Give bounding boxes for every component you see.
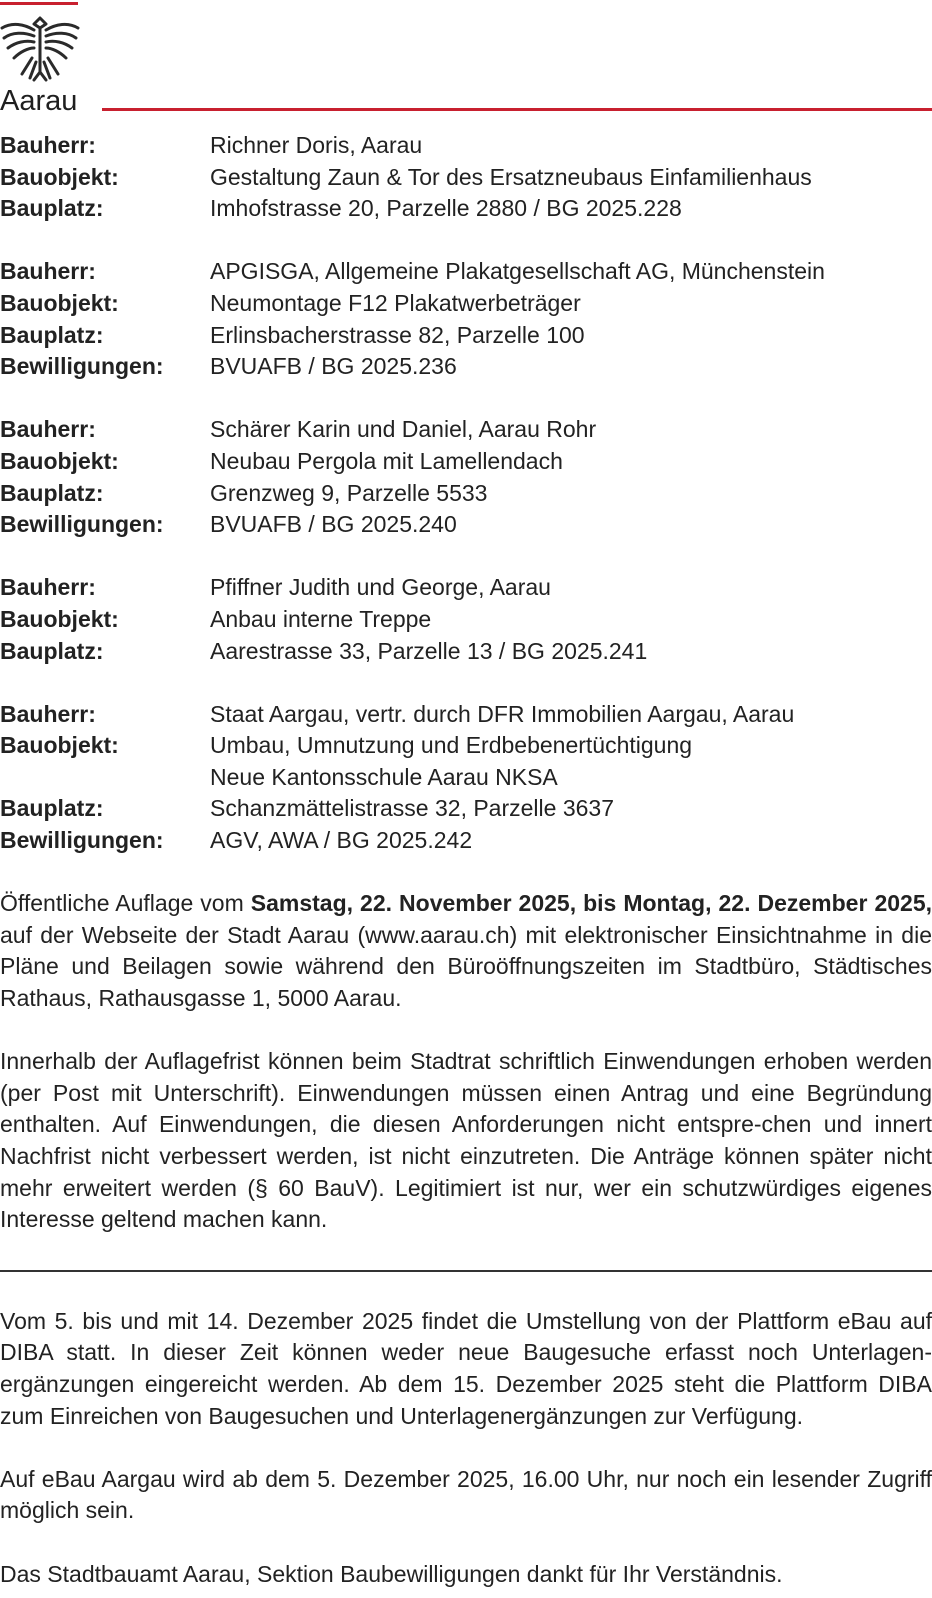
field-label: Bauobjekt:	[0, 732, 119, 759]
notice-rest: auf der Webseite der Stadt Aarau (www.aarau.ch) mit elektronischer Einsichtnahme in die Pläne und Beilagen sowie während den Büroöffnungszeiten im Stadtbüro, Städtisches Rathaus, Rathausgasse 1, 5000 Aarau.	[0, 921, 932, 1012]
field-value: Schanzmättelistrasse 32, Parzelle 3637	[210, 795, 614, 822]
platform-change-paragraph: Vom 5. bis und mit 14. Dezember 2025 findet die Umstellung von der Plattform eBau auf DIBA statt. In dieser Zeit können weder neue Baugesuche erfasst noch Unterlagen-ergänzungen eingereicht werden. Ab dem 15. Dezember 2025 steht die Plattform DIBA zum Einreichen von Baugesuchen und Unterlagenergänzungen zur Verfügung.	[0, 1307, 932, 1429]
entry-field-row	[0, 604, 932, 636]
town-name: Aarau	[0, 85, 78, 117]
notice-intro: Öffentliche Auflage vom	[0, 890, 251, 917]
entry-field-row	[0, 130, 932, 162]
field-value: Neumontage F12 Plakatwerbeträger	[210, 289, 581, 316]
field-value: Aarestrasse 33, Parzelle 13 / BG 2025.241	[210, 637, 648, 664]
field-label: Bewilligungen:	[0, 827, 164, 854]
entry-field-row	[0, 446, 932, 478]
notice-dates: Samstag, 22. November 2025, bis Montag, 22. Dezember 2025,	[250, 890, 932, 917]
field-value: Neue Kantonsschule Aarau NKSA	[210, 763, 558, 790]
entry-field-row	[0, 256, 932, 288]
field-value: Staat Aargau, vertr. durch DFR Immobilien Aargau, Aarau	[210, 700, 795, 727]
field-label: Bauplatz:	[0, 479, 104, 506]
field-value: Schärer Karin und Daniel, Aarau Rohr	[210, 416, 597, 443]
field-label: Bauherr:	[0, 700, 96, 727]
field-label: Bauobjekt:	[0, 289, 119, 316]
field-label	[0, 762, 210, 794]
field-label: Bauobjekt:	[0, 447, 119, 474]
entry-field-row	[0, 730, 932, 762]
permit-entry	[0, 130, 932, 225]
notice-body	[0, 130, 932, 1590]
field-value: BVUAFB / BG 2025.236	[210, 353, 457, 380]
entry-field-row	[0, 162, 932, 194]
entry-field-row	[0, 414, 932, 446]
read-only-paragraph: Auf eBau Aargau wird ab dem 5. Dezember 2025, 16.00 Uhr, nur noch ein lesender Zugriff möglich sein.	[0, 1465, 932, 1524]
field-value: Anbau interne Treppe	[210, 605, 432, 632]
field-value: Richner Doris, Aarau	[210, 132, 423, 158]
page-header	[0, 0, 932, 120]
header-rule	[102, 108, 932, 111]
entry-field-row	[0, 320, 932, 352]
permit-entry	[0, 414, 932, 540]
field-value: Gestaltung Zaun & Tor des Ersatzneubaus Einfamilienhaus	[210, 163, 812, 190]
field-label: Bauobjekt:	[0, 163, 119, 190]
permit-entry	[0, 256, 932, 382]
entry-field-row	[0, 193, 932, 225]
field-label: Bauherr:	[0, 132, 96, 158]
entry-field-row	[0, 351, 932, 383]
objections-paragraph: Innerhalb der Auflagefrist können beim Stadtrat schriftlich Einwendungen erhoben werden (per Post mit Unterschrift). Einwendungen müssen einen Antrag und eine Begründung enthalten. Auf Einwendungen, die diesen Anforderungen nicht entspre-chen und innert Nachfrist nicht verbessert werden, ist nicht einzutreten. Die Anträge können später nicht mehr erweitert werden (§ 60 BauV). Legitimiert ist nur, wer ein schutzwürdiges eigenes Interesse geltend machen kann.	[0, 1048, 932, 1233]
field-value: Neubau Pergola mit Lamellendach	[210, 447, 563, 474]
field-label: Bauplatz:	[0, 795, 104, 822]
field-value: Imhofstrasse 20, Parzelle 2880 / BG 2025.228	[210, 195, 682, 222]
field-label: Bauplatz:	[0, 321, 104, 348]
public-notice-paragraph	[0, 888, 932, 1014]
field-label: Bauherr:	[0, 258, 96, 285]
entry-field-row	[0, 825, 932, 857]
field-label: Bauplatz:	[0, 637, 104, 664]
permit-entry	[0, 699, 932, 857]
entry-field-row	[0, 572, 932, 604]
field-label: Bauherr:	[0, 416, 96, 443]
field-value: AGV, AWA / BG 2025.242	[210, 827, 473, 854]
field-label: Bauobjekt:	[0, 605, 119, 632]
field-value: Pfiffner Judith und George, Aarau	[210, 574, 551, 601]
entry-field-row	[0, 793, 932, 825]
entry-field-row	[0, 288, 932, 320]
field-value: Umbau, Umnutzung und Erdbebenertüchtigung	[210, 732, 693, 759]
field-label: Bewilligungen:	[0, 353, 164, 380]
field-value: APGISGA, Allgemeine Plakatgesellschaft AG, Münchenstein	[210, 258, 825, 285]
logo-accent-bar	[0, 2, 78, 5]
field-label: Bauherr:	[0, 574, 96, 601]
eagle-icon	[0, 14, 80, 84]
field-value: Erlinsbacherstrasse 82, Parzelle 100	[210, 321, 585, 348]
permit-entries	[0, 130, 932, 857]
thanks-paragraph: Das Stadtbauamt Aarau, Sektion Baubewilligungen dankt für Ihr Verständnis.	[0, 1560, 783, 1587]
entry-field-row	[0, 636, 932, 668]
permit-entry	[0, 572, 932, 667]
field-value: Grenzweg 9, Parzelle 5533	[210, 479, 488, 506]
field-label: Bauplatz:	[0, 195, 104, 222]
section-divider	[0, 1270, 932, 1272]
field-label: Bewilligungen:	[0, 511, 164, 538]
entry-field-row	[0, 762, 932, 794]
entry-field-row	[0, 509, 932, 541]
field-value: BVUAFB / BG 2025.240	[210, 511, 457, 538]
entry-field-row	[0, 478, 932, 510]
entry-field-row	[0, 699, 932, 731]
